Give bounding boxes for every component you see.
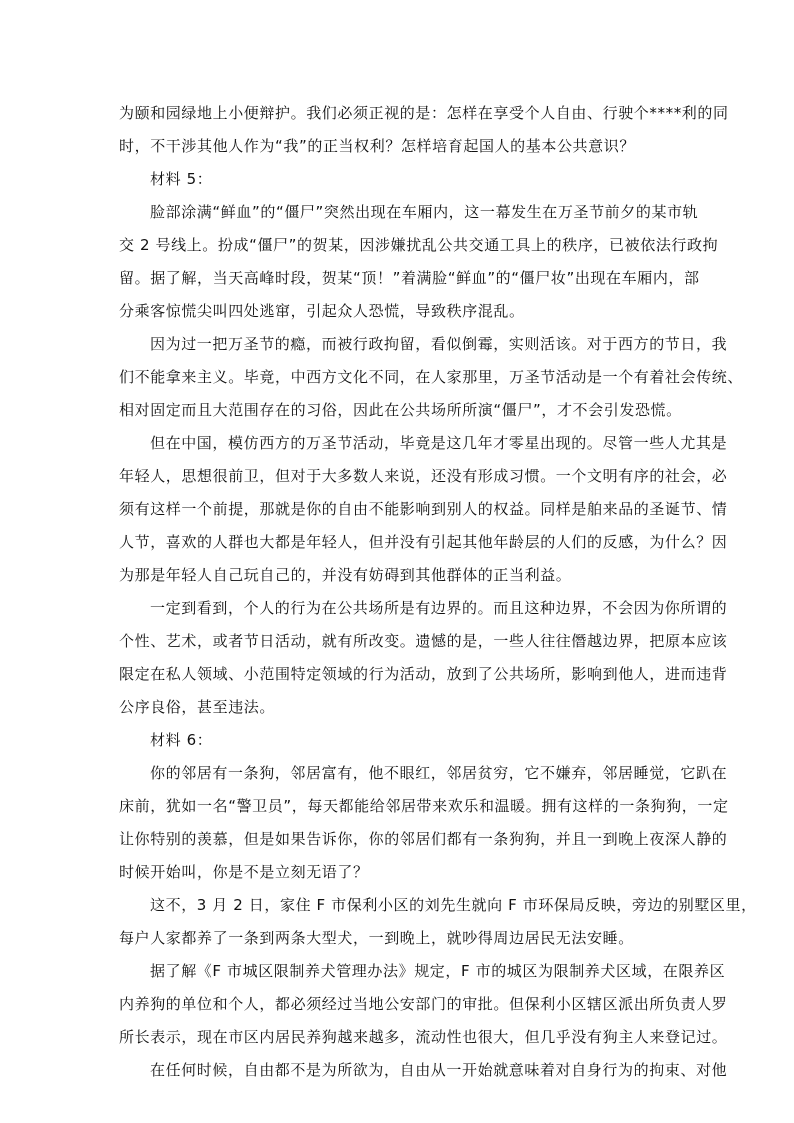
text-line: 须有这样一个前提，那就是你的自由不能影响到别人的权益。同样是舶来品的圣诞节、情 [119, 500, 728, 518]
text-line: 交 2 号线上。扮成“僵尸”的贺某，因涉嫌扰乱公共交通工具上的秩序，已被依法行政拘 [119, 236, 719, 254]
text-line: 分乘客惊慌尖叫四处逃窜，引起众人恐慌，导致秩序混乱。 [119, 302, 525, 320]
text-line: 限定在私人领域、小范围特定领域的行为活动，放到了公共场所，影响到他人，进而违背 [119, 665, 728, 683]
paragraph-start: 在任何时候，自由都不是为所欲为，自由从一开始就意味着对自身行为的拘束、对他 [150, 1061, 728, 1079]
text-line: 让你特别的羡慕，但是如果告诉你，你的邻居们都有一条狗狗，并且一到晚上夜深人静的 [119, 830, 728, 848]
paragraph-start: 因为过一把万圣节的瘾，而被行政拘留，看似倒霉，实则活该。对于西方的节日，我 [150, 335, 728, 353]
text-line: 人节，喜欢的人群也大都是年轻人，但并没有引起其他年龄层的人们的反感，为什么？因 [119, 533, 728, 551]
paragraph-start: 据了解《F 市城区限制养犬管理办法》规定，F 市的城区为限制养犬区域，在限养区 [150, 962, 726, 980]
paragraph-start: 脸部涂满“鲜血”的“僵尸”突然出现在车厢内，这一幕发生在万圣节前夕的某市轨 [150, 203, 699, 221]
section-heading-material-6: 材料 6： [150, 731, 213, 749]
text-line: 年轻人，思想很前卫，但对于大多数人来说，还没有形成习惯。一个文明有序的社会，必 [119, 467, 728, 485]
text-line: 们不能拿来主义。毕竟，中西方文化不同，在人家那里，万圣节活动是一个有着社会传统、 [119, 368, 744, 386]
text-line: 内养狗的单位和个人，都必须经过当地公安部门的审批。但保利小区辖区派出所负责人罗 [119, 995, 728, 1013]
paragraph-start: 一定到看到，个人的行为在公共场所是有边界的。而且这种边界，不会因为你所谓的 [150, 599, 728, 617]
text-line: 所长表示，现在市区内居民养狗越来越多，流动性也很大，但几乎没有狗主人来登记过。 [119, 1028, 728, 1046]
text-line: 公序良俗，甚至违法。 [119, 698, 276, 716]
text-line: 床前，犹如一名“警卫员”，每天都能给邻居带来欢乐和温暖。拥有这样的一条狗狗，一定 [119, 797, 729, 815]
text-line: 为那是年轻人自己玩自己的，并没有妨碍到其他群体的正当利益。 [119, 566, 572, 584]
text-line: 留。据了解，当天高峰时段，贺某“顶！”着满脸“鲜血”的“僵尸妆”出现在车厢内，部 [119, 269, 700, 287]
paragraph-start: 但在中国，模仿西方的万圣节活动，毕竟是这几年才零星出现的。尽管一些人尤其是 [150, 434, 728, 452]
text-line: 为颐和园绿地上小便辩护。我们必须正视的是：怎样在享受个人自由、行驶个****利的同 [119, 104, 729, 122]
paragraph-start: 你的邻居有一条狗，邻居富有，他不眼红，邻居贫穷，它不嫌弃，邻居睡觉，它趴在 [150, 764, 728, 782]
text-line: 时，不干涉其他人作为“我”的正当权利？怎样培育起国人的基本公共意识？ [119, 137, 635, 155]
text-line: 个性、艺术，或者节日活动，就有所改变。遗憾的是，一些人往往僭越边界，把原本应该 [119, 632, 728, 650]
text-line: 每户人家都养了一条到两条大型犬，一到晚上，就吵得周边居民无法安睡。 [119, 929, 634, 947]
section-heading-material-5: 材料 5： [150, 170, 213, 188]
document-body [119, 97, 757, 1087]
text-line: 时候开始叫，你是不是立刻无语了？ [119, 863, 369, 881]
text-line: 相对固定而且大范围存在的习俗，因此在公共场所所演“僵尸”，才不会引发恐慌。 [119, 401, 682, 419]
paragraph-start: 这不，3 月 2 日，家住 F 市保利小区的刘先生就向 F 市环保局反映，旁边的别墅区里， [150, 896, 757, 914]
